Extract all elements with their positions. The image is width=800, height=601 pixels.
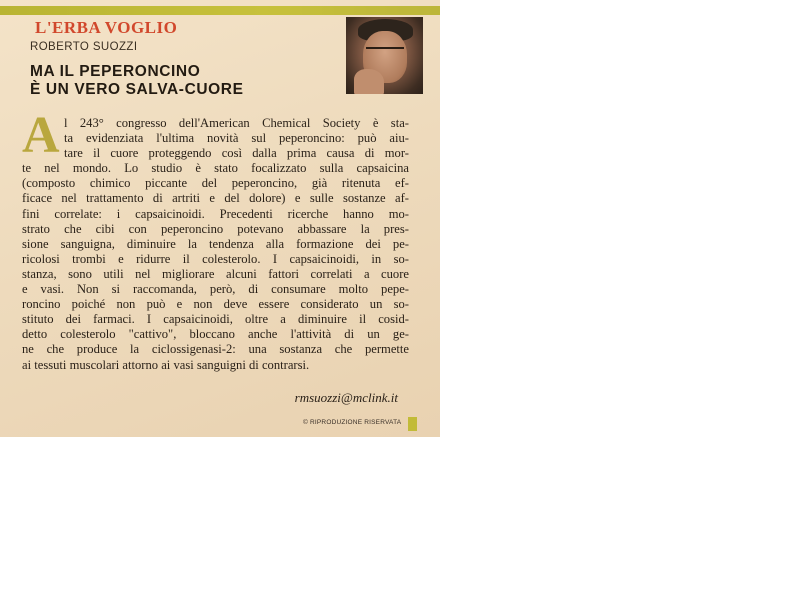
- headline-line-1: MA IL PEPERONCINO: [30, 63, 201, 80]
- drop-cap: A: [22, 107, 60, 164]
- body-line: ta evidenziata l'ultima novità sul peperoncino: può aiu-: [64, 131, 409, 146]
- body-line: roncino poiché non può e non deve essere considerato un so-: [22, 297, 409, 312]
- body-line: fini correlate: i capsaicinoidi. Precedenti ricerche hanno mo-: [22, 206, 409, 221]
- body-line: (composto chimico piccante del peperoncino, già ritenuta ef-: [22, 176, 409, 191]
- top-accent-rule: [0, 6, 440, 15]
- body-line: ai tessuti muscolari attorno ai vasi sanguigni di contrarsi.: [22, 357, 310, 372]
- author-name: ROBERTO SUOZZI: [30, 41, 138, 53]
- body-line: ficace nel trattamento di artriti e del dolore) e sulle sostanze af-: [22, 191, 409, 206]
- body-line: stituto dei farmaci. I capsaicinoidi, oltre a diminuire il cosid-: [22, 312, 409, 327]
- body-line: l 243° congresso dell'American Chemical Society è sta-: [64, 116, 409, 130]
- newspaper-clipping: [0, 0, 440, 437]
- corner-accent-mark: [408, 417, 417, 431]
- body-line: tare il cuore proteggendo così dalla prima causa di mor-: [64, 146, 409, 161]
- copyright-notice: © RIPRODUZIONE RISERVATA: [303, 419, 402, 426]
- article-headline: [30, 63, 244, 99]
- author-portrait: [346, 17, 423, 94]
- body-line: stanza, sono utili nel migliorare alcuni fattori correlati a cuore: [22, 266, 409, 281]
- column-title: L'ERBA VOGLIO: [35, 18, 178, 37]
- article-body: [22, 107, 409, 373]
- author-email: rmsuozzi@mclink.it: [294, 390, 398, 405]
- body-line: sione sanguigna, diminuire la tendenza alla formazione dei pe-: [22, 236, 409, 251]
- body-line: strato che cibi con peperoncino potevano abbassare la pres-: [22, 221, 409, 236]
- headline-line-2: È UN VERO SALVA-CUORE: [30, 81, 244, 98]
- body-line: ricolosi trombi e ridurre il colesterolo. I capsaicinoidi, in so-: [22, 251, 409, 266]
- body-line: te nel mondo. Lo studio è stato focalizzato sulla capsaicina: [22, 161, 409, 176]
- body-line: detto colesterolo "cattivo", bloccano anche l'attività di un ge-: [22, 327, 409, 342]
- body-line: ne che produce la ciclossigenasi-2: una sostanza che permette: [22, 342, 409, 357]
- body-line: e vasi. Non si raccomanda, però, di consumare molto pepe-: [22, 282, 409, 297]
